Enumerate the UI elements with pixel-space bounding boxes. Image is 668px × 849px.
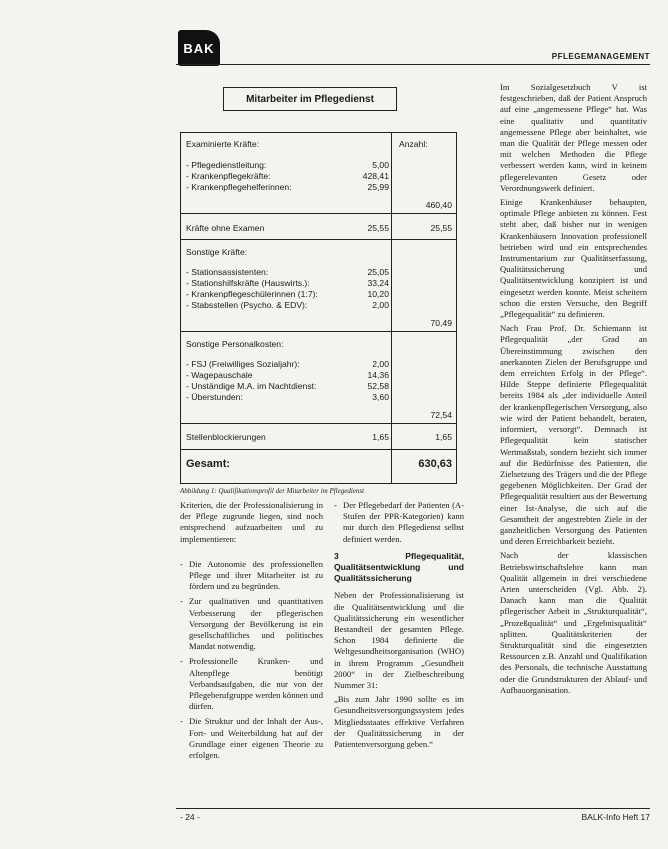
list-item: - Zur qualitativen und quantitativen Verbesserung der pflegerischen Versorgung der Bevölkerung ist ein gesellschaftliches und politisches Mandat notwendig. <box>180 596 323 652</box>
total-value: 630,63 <box>418 458 452 470</box>
page-number: - 24 - <box>180 812 200 822</box>
divider <box>181 331 456 332</box>
panel-title: Mitarbeiter im Pflegedienst <box>223 87 397 111</box>
paragraph: Neben der Professionalisierung ist die Qualitätsentwicklung und die Qualitätssicherung ein wesentlicher Bestandteil der gesamten Pflege. Schon 1984 definierte die Weltgesundheitsorganisation (WHO) in ihrem Programm „Gesundheit 2000“ in der Zielbeschreibung Nummer 31: <box>334 590 464 691</box>
row-value: 428,41 <box>362 171 389 181</box>
row-value: 52,58 <box>367 381 389 391</box>
row-label: - FSJ (Freiwilliges Sozialjahr): <box>186 359 300 369</box>
balk-logo: BAK <box>178 30 220 66</box>
row-label: - Krankenpflegeschülerinnen (1:7): <box>186 289 318 299</box>
divider <box>181 239 456 240</box>
staff-figure <box>180 84 457 484</box>
row-value: 10,20 <box>367 289 389 299</box>
criteria-list <box>334 500 464 545</box>
row-label: - Pflegedienstleitung: <box>186 160 267 170</box>
count-header: Anzahl: <box>399 139 428 149</box>
blocked-value: 1,65 <box>372 432 389 442</box>
row-value: 3,60 <box>372 392 389 402</box>
text-column-1 <box>180 500 323 765</box>
divider <box>181 449 456 450</box>
paragraph: Im Sozialgesetzbuch V ist festgeschrieben, daß der Patient Anspruch auf eine „angemessene Pflege“ hat. Was eine qualitativ und quantitativ angemessene Pflege aber beinhaltet, wie man die Qualität der Pflege messen oder mit welchen Methoden die Pflege verbessert werden kann, wird in keinem pflegerelevanten Gesetz oder Verordnungswerk definiert. <box>500 82 647 193</box>
column-separator <box>391 133 392 483</box>
row-label: - Stationshilfskräfte (Hauswirts.): <box>186 278 310 288</box>
row-label: - Stabsstellen (Psycho. & EDV): <box>186 300 308 310</box>
row-value: 2,00 <box>372 300 389 310</box>
other-subtotal: 70,49 <box>430 318 452 328</box>
row-value: 25,05 <box>367 267 389 277</box>
staff-table <box>180 132 457 484</box>
row-value: 2,00 <box>372 359 389 369</box>
row-value: 14,36 <box>367 370 389 380</box>
paragraph: Nach Frau Prof. Dr. Schiemann ist Pflegequalität „der Grad an Übereinstimmung zwischen den anerkannten Zielen der Berufsgruppe und dem erreichten Erfolg in der Pflege“. Hilde Steppe definierte Pflegequalität bereits 1984 als „der individuelle Anteil der krankenpflegerischen Versorgung, also wie wird der Patient behandelt, beraten, informiert, versorgt“. Demnach ist Pflegequalität kein statischer Wertmaßstab, sondern bezieht sich immer auf die Bedürfnisse des Patienten, die Zielsetzung des Trägers und die der Pflege gegebenen Möglichkeiten. Der Grad der Pflegequalität resultiert aus der Bewertung einer Ist-Analyse, die sich auf die Gesamtheit der angestrebten Ziele in der ganzheitlichen Versorgung des Patienten und deren Erreichbarkeit bezieht. <box>500 323 648 547</box>
row-label: - Krankenpflegehelferinnen: <box>186 182 292 192</box>
no-exam-value: 25,55 <box>367 223 389 233</box>
figure-caption: Abbildung 1: Qualifikationsprofil der Mitarbeiter im Pflegedienst <box>180 487 365 495</box>
list-item: - Professionelle Kranken- und Altenpflege benötigt Verbandsaufgaben, die nur von der Pflegeberufgruppe werden können und dürfen. <box>180 656 323 712</box>
footer-rule <box>176 808 650 809</box>
blocked-label: Stellenblockierungen <box>186 432 266 442</box>
examined-subtotal: 460,40 <box>425 200 452 210</box>
text-column-3 <box>500 82 647 699</box>
total-label: Gesamt: <box>186 458 231 470</box>
row-label: - Überstunden: <box>186 392 243 402</box>
section-heading: 3 Pflegequalität, Qualitätsentwicklung und Qualitätssicherung <box>334 550 464 584</box>
row-value: 5,00 <box>372 160 389 170</box>
paragraph: Einige Krankenhäuser behaupten, optimale Pflege anbieten zu können. Fest steht aber, daß bisher nur in wenigen Krankenhäusern Innovation professionell betrieben wird und ein entsprechendes Instrumentarium zur Qualitätserfassung, Qualitätssicherung und Qualitätsentwicklung konzipiert ist und eingesetzt werden konnte. Meist scheitern schon die ersten Versuche, den Begriff „Pflegequalität“ zu definieren. <box>500 197 647 320</box>
issue-reference: BALK-Info Heft 17 <box>581 812 650 822</box>
row-label: - Stationsassistenten: <box>186 267 269 277</box>
criteria-list <box>180 559 323 761</box>
list-item: - Der Pflegebedarf der Patienten (A-Stufen der PPR-Kategorien) kann nur durch den Pflegedienst selbst definiert werden. <box>334 500 464 545</box>
personnel-costs-subtotal: 72,54 <box>430 410 452 420</box>
examined-heading: Examinierte Kräfte: <box>186 139 260 149</box>
row-label: - Wagepauschale <box>186 370 253 380</box>
divider <box>181 213 456 214</box>
other-heading: Sonstige Kräfte: <box>186 247 248 257</box>
no-exam-subtotal: 25,55 <box>430 223 452 233</box>
list-item: - Die Autonomie des professionellen Pflege und ihrer Mitarbeiter ist zu fördern und zu begründen. <box>180 559 323 593</box>
text-column-2 <box>334 500 464 753</box>
row-value: 33,24 <box>367 278 389 288</box>
paragraph: „Bis zum Jahr 1990 sollte es im Gesundheitsversorgungssystem jedes Mitgliedsstaates effektive Verfahren der Qualitätssicherung in der Patientenversorgung geben.“ <box>334 694 464 750</box>
blocked-subtotal: 1,65 <box>435 432 452 442</box>
row-label: - Unständige M.A. im Nachtdienst: <box>186 381 317 391</box>
row-value: 25,99 <box>367 182 389 192</box>
no-exam-label: Kräfte ohne Examen <box>186 223 265 233</box>
header-rule <box>176 64 650 65</box>
row-label: - Krankenpflegekräfte: <box>186 171 271 181</box>
section-label: PFLEGEMANAGEMENT <box>551 52 650 61</box>
paragraph: Kriterien, die der Professionalisierung in der Pflege zugrunde liegen, sind noch entsprechend aufzuarbeiten und zu implementieren: <box>180 500 323 544</box>
personnel-costs-heading: Sonstige Personalkosten: <box>186 339 284 349</box>
divider <box>181 423 456 424</box>
paragraph: Nach der klassischen Betriebswirtschaftslehre kann man Qualität allgemein in drei verschiedene Arten unterscheiden (Vgl. Abb. 2). Danach kann man die Qualität pflegerischer Arbeit in „Strukturqualität“, „Prozeßqualität“ und „Ergebnisqualität“ splitten. Qualitätskriterien der Strukturqualität sind die eingesetzten Ressourcen z.B. Anzahl und Qualifikation des Personals, die technische Ausstattung oder die Grundstrukturen der Ablauf- und Aufbauorganisation. <box>500 550 647 695</box>
list-item: - Die Struktur und der Inhalt der Aus-, Fort- und Weiterbildung hat auf der Grundlage einer eigenen Theorie zu erfolgen. <box>180 716 323 761</box>
